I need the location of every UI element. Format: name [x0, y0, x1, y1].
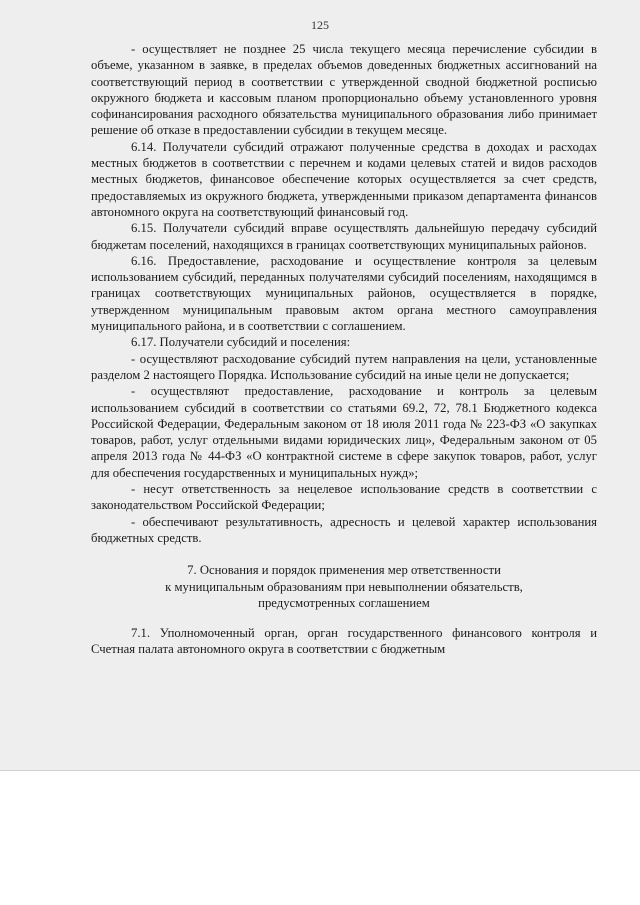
- paragraph-6-16: 6.16. Предоставление, расходование и осуществление контроля за целевым использованием субсидий, переданных получателями субсидий поселениям, находящимся в границах соответствующих муниципальных районов, осуществляется в порядке, утвержденном муниципальным правовым актом органа местного самоуправления муниципального района, и в соответствии с соглашением.: [91, 253, 597, 334]
- paragraph-transfer-rule: - осуществляет не позднее 25 числа текущего месяца перечисление субсидии в объеме, указанном в заявке, в пределах объемов доведенных бюджетных ассигнований на соответствующий период в соответствии с утвержденной сводной бюджетной росписью окружного бюджета и кассовым планом пропорционально объему установленного уровня софинансирования расходного обязательства муниципального образования либо принимает решение об отказе в предоставлении субсидии в текущем месяце.: [91, 42, 597, 138]
- paragraph-6-17: 6.17. Получатели субсидий и поселения:: [131, 335, 351, 350]
- paragraph-6-17-item-2: - осуществляют предоставление, расходование и контроль за целевым использованием субсидий в соответствии со статьями 69.2, 72, 78.1 Бюджетного кодекса Российской Федерации, Федеральным законом от 18 июля 2011 года № 223-ФЗ «О закупках товаров, работ, услуг отдельными видами юридических лиц», Федеральным законом от 05 апреля 2013 года № 44-ФЗ «О контрактной системе в сфере закупок товаров, работ, услуг для обеспечения государственных и муниципальных нужд»;: [91, 384, 597, 480]
- section-heading-line-1: 7. Основания и порядок применения мер ответственности: [187, 563, 501, 578]
- section-heading-line-3: предусмотренных соглашением: [258, 595, 430, 610]
- paragraph-7-1: 7.1. Уполномоченный орган, орган государственного финансового контроля и Счетная палата автономного округа в соответствии с бюджетным: [91, 626, 597, 657]
- paragraph-6-15: 6.15. Получатели субсидий вправе осуществлять дальнейшую передачу субсидий бюджетам поселений, находящихся в границах соответствующих муниципальных районов.: [91, 221, 597, 252]
- document-body: [91, 41, 597, 658]
- paragraph-6-14: 6.14. Получатели субсидий отражают полученные средства в доходах и расходах местных бюджетов в соответствии с перечнем и кодами целевых статей и видов расходов местных бюджетов, финансовое обеспечение которых осуществляется за счет средств, предоставляемых из окружного бюджета, утвержденными приказом департамента финансов автономного округа на соответствующий финансовый год.: [91, 139, 597, 219]
- page-number: 125: [311, 18, 329, 32]
- paragraph-6-17-item-3: - несут ответственность за нецелевое использование средств в соответствии с законодательством Российской Федерации;: [91, 482, 597, 513]
- section-7-heading: [91, 562, 597, 611]
- paragraph-6-17-item-1: - осуществляют расходование субсидий путем направления на цели, установленные разделом 2 настоящего Порядка. Использование субсидий на иные цели не допускается;: [91, 351, 597, 382]
- paragraph-6-17-item-4: - обеспечивают результативность, адресность и целевой характер использования бюджетных средств.: [91, 514, 597, 545]
- section-heading-line-2: к муниципальным образованиям при невыполнении обязательств,: [165, 579, 523, 594]
